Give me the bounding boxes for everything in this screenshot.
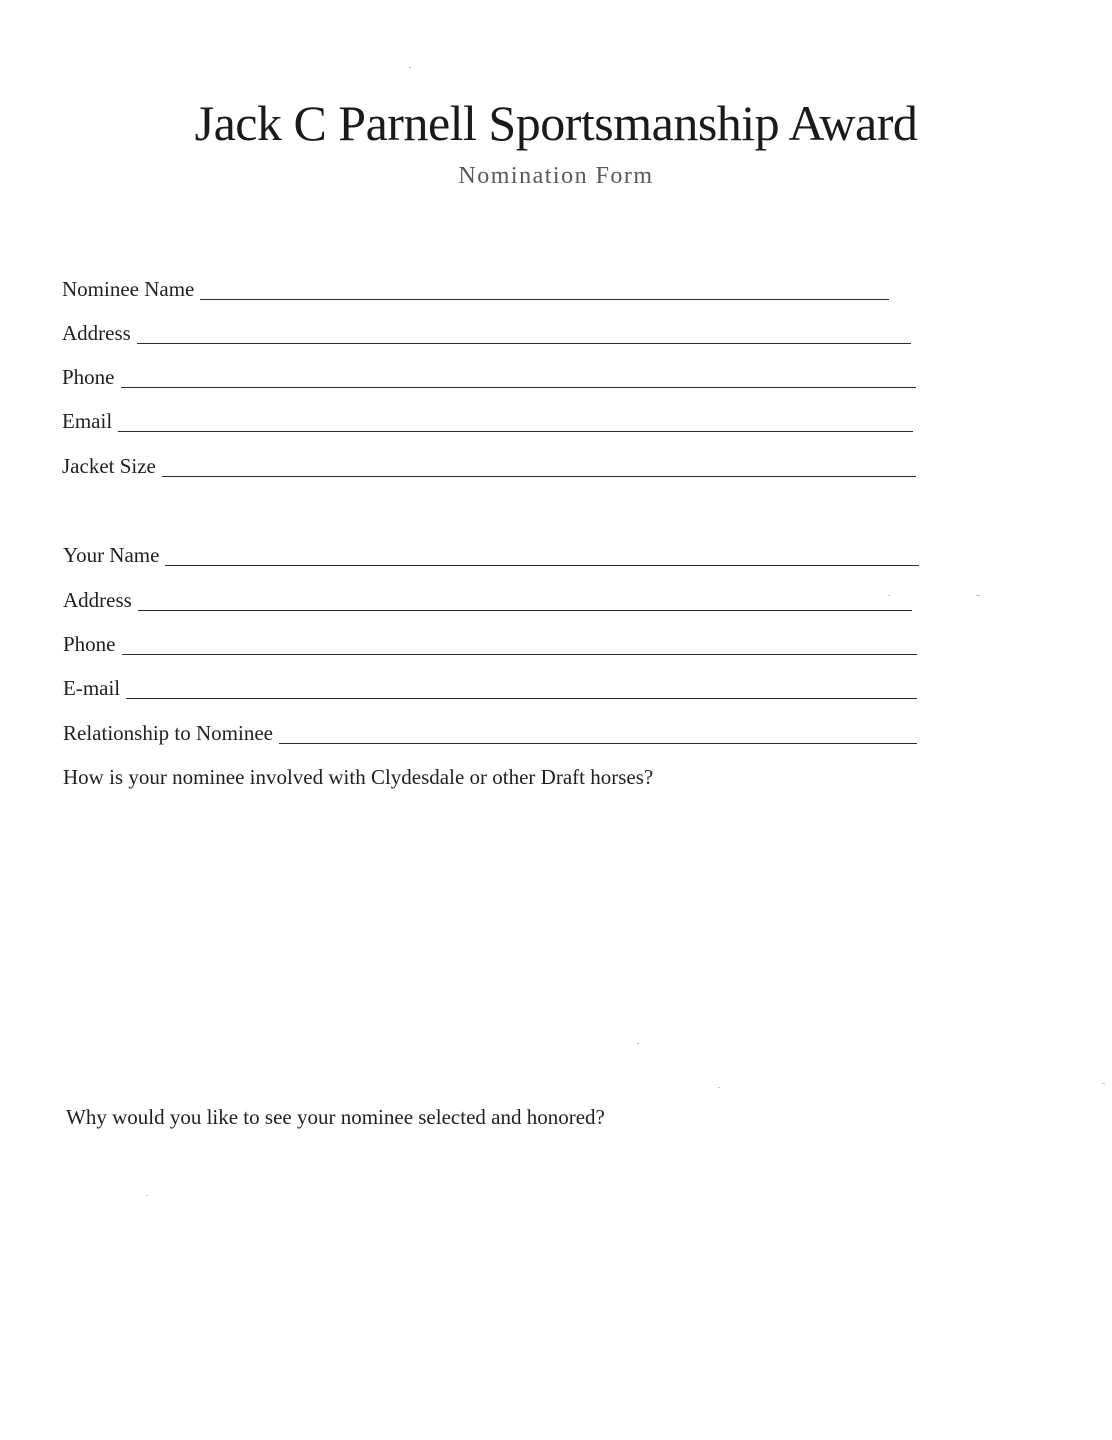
- your-name-label: Your Name: [63, 543, 160, 567]
- why-honored-answer-area[interactable]: [66, 1140, 917, 1410]
- nominee-name-label: Nominee Name: [62, 277, 195, 301]
- your-name-field[interactable]: [165, 564, 919, 566]
- your-email-row[interactable]: [63, 673, 917, 701]
- question-why-honored: Why would you like to see your nominee selected and honored?: [66, 1105, 605, 1129]
- your-email-label: E-mail: [63, 676, 121, 700]
- nominee-phone-row[interactable]: [62, 362, 916, 390]
- scan-speck: [718, 1087, 720, 1088]
- form-title: Jack C Parnell Sportsmanship Award: [194, 95, 918, 151]
- scan-speck: [976, 595, 980, 596]
- nominee-address-field[interactable]: [137, 342, 911, 344]
- nominee-phone-field[interactable]: [121, 386, 917, 388]
- nominee-jacket-size-row[interactable]: [62, 451, 916, 479]
- scan-speck: [637, 1043, 639, 1044]
- nominee-address-label: Address: [62, 321, 131, 345]
- scan-speck: [146, 1195, 148, 1196]
- relationship-label: Relationship to Nominee: [63, 721, 273, 745]
- your-address-field[interactable]: [138, 609, 912, 611]
- your-address-row[interactable]: [63, 585, 912, 613]
- nominee-address-row[interactable]: [62, 318, 911, 346]
- scan-speck: [409, 67, 411, 68]
- relationship-row[interactable]: [63, 718, 917, 746]
- nominee-phone-label: Phone: [62, 365, 115, 389]
- jacket-size-label: Jacket Size: [62, 454, 156, 478]
- scan-speck: [1102, 1083, 1105, 1084]
- question-involvement: How is your nominee involved with Clydesdale or other Draft horses?: [63, 765, 654, 789]
- your-phone-label: Phone: [63, 632, 116, 656]
- your-phone-field[interactable]: [122, 653, 918, 655]
- nominee-name-field[interactable]: [200, 298, 889, 300]
- nominee-email-field[interactable]: [118, 430, 913, 432]
- form-subtitle: Nomination Form: [458, 163, 654, 189]
- relationship-field[interactable]: [279, 742, 917, 744]
- nominee-name-row[interactable]: [62, 274, 889, 302]
- involvement-answer-area[interactable]: [63, 800, 917, 1090]
- your-email-field[interactable]: [126, 697, 917, 699]
- jacket-size-field[interactable]: [162, 475, 916, 477]
- your-phone-row[interactable]: [63, 629, 917, 657]
- your-address-label: Address: [63, 588, 132, 612]
- nominee-email-row[interactable]: [62, 406, 913, 434]
- nominee-email-label: Email: [62, 409, 113, 433]
- scan-speck: [888, 595, 890, 596]
- your-name-row[interactable]: [63, 540, 919, 568]
